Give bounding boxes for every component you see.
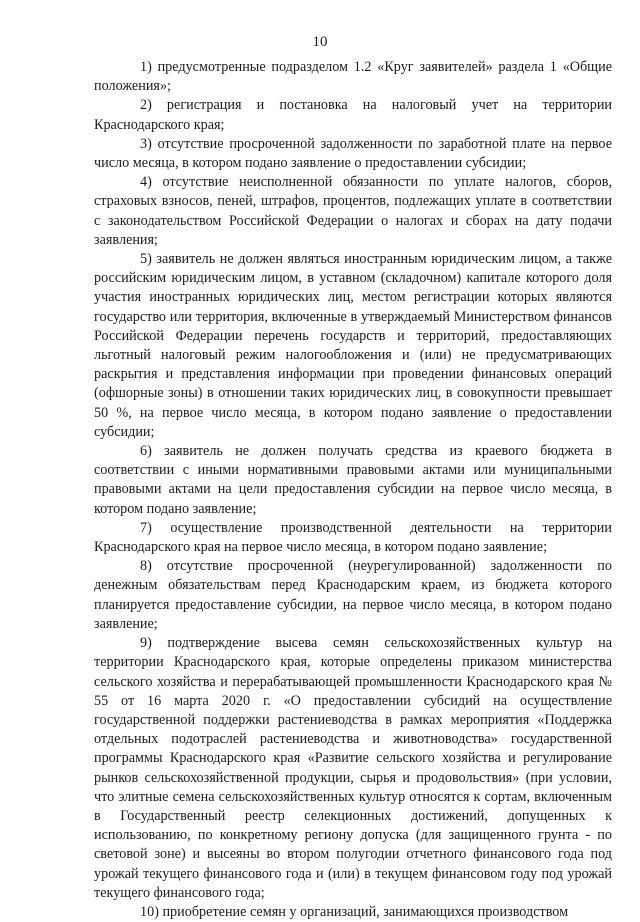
paragraph-7: 7) осуществление производственной деятельности на территории Краснодарского края на первое число месяца, в котором подано заявление; [94,519,612,556]
paragraph-1: 1) предусмотренные подразделом 1.2 «Круг заявителей» раздела 1 «Общие положения»; [94,59,612,95]
paragraph-6: 6) заявитель не должен получать средства из краевого бюджета в соответствии с иными нормативными правовыми актами или муниципальными правовыми актами на цели предоставления субсидии на первое число месяца, в котором подано заявление; [94,443,612,517]
document-body [94,58,612,922]
paragraph-9: 9) подтверждение высева семян сельскохозяйственных культур на территории Краснодарского края, которые определены приказом министерства сельского хозяйства и перерабатывающей промышленности Краснодарского края № 55 от 16 марта 2020 г. «О предоставлении субсидий на осуществление государственной поддержки растениеводства в рамках мероприятия «Поддержка отдельных подотраслей растениеводства и животноводства» государственной программы Краснодарского края «Развитие сельского хозяйства и регулирование рынков сельскохозяйственной продукции, сырья и продовольствия» (при условии, что элитные семена сельскохозяйственных культур относятся к сортам, включенным в Государственный реестр селекционных достижений, допущенных к использованию, по конкретному региону допуска (для защищенного грунта - по световой зоне) и высеяны во втором полугодии отчетного финансового года под урожай текущего финансового года и (или) в текущем финансовом году под урожай текущего финансового года; [94,635,612,901]
paragraph-2: 2) регистрация и постановка на налоговый учет на территории Краснодарского края; [94,97,612,133]
paragraph-5: 5) заявитель не должен являться иностранным юридическим лицом, а также российским юридическим лицом, в уставном (складочном) капитале которого доля участия иностранных юридических лиц, местом регистрации которых являются государство или территория, включенные в утверждаемый Министерством финансов Российской Федерации перечень государств и территорий, предоставляющих льготный налоговый режим налогообложения и (или) не предусматривающих раскрытия и представления информации при проведении финансовых операций (офшорные зоны) в отношении таких юридических лиц, в совокупности превышает 50 %, на первое число месяца, в котором подано заявление о предоставлении субсидии; [94,251,612,440]
paragraph-8: 8) отсутствие просроченной (неурегулированной) задолженности по денежным обязательствам перед Краснодарским краем, из бюджета которого планируется предоставление субсидии, на первое число месяца, в котором подано заявление; [94,558,612,632]
paragraph-10: 10) приобретение семян у организаций, занимающихся производством [140,903,569,920]
paragraph-4: 4) отсутствие неисполненной обязанности по уплате налогов, сборов, страховых взносов, пеней, штрафов, процентов, подлежащих уплате в соответствии с законодательством Российской Федерации о налогах и сборах на дату подачи заявления; [94,174,612,248]
page-number: 10 [312,34,328,50]
paragraph-3: 3) отсутствие просроченной задолженности по заработной плате на первое число месяца, в котором подано заявление о предоставлении субсидии; [94,135,612,172]
